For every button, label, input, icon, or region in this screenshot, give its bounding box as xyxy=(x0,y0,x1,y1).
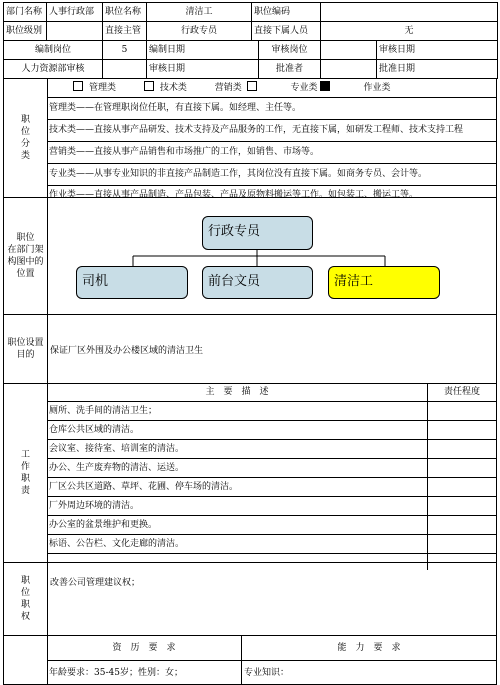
classification-options xyxy=(47,79,496,98)
duties-label: 工 作 职 责 xyxy=(4,384,48,562)
classification-label: 职 位 分 类 xyxy=(4,79,48,197)
purpose-text: 保证厂区外围及办公楼区域的清洁卫生 xyxy=(50,345,204,356)
org-chart-section xyxy=(3,197,497,315)
org-chart xyxy=(47,198,496,314)
knowledge-requirement: 专业知识： xyxy=(241,661,496,685)
approve-date-label: 批准日期 xyxy=(377,60,498,79)
requirements-label xyxy=(4,636,48,684)
duty-item xyxy=(47,497,496,516)
purpose-label: 职位设置 目的 xyxy=(4,315,48,383)
classification-desc: 作业类——直接从事产品制造、产品包装、产品及原物料搬运等工作。如包装工、搬运工等。 xyxy=(49,190,419,200)
hr-review-date-label: 审核日期 xyxy=(147,60,259,79)
duty-degree xyxy=(427,459,496,477)
duty-degree xyxy=(427,440,496,458)
superior-label: 直接主管 xyxy=(103,22,147,41)
duty-text: 仓库公共区域的清洁。 xyxy=(49,425,140,435)
subordinate-value: 无 xyxy=(321,22,498,41)
duty-text: 厕所、洗手间的清洁卫生； xyxy=(49,406,158,416)
duty-text: 厂区公共区道路、草坪、花圃、停车场的清洁。 xyxy=(49,482,239,492)
org-node-top: 行政专员 xyxy=(202,216,313,250)
duty-list xyxy=(47,402,496,570)
duties-section xyxy=(3,383,497,563)
job-description-form xyxy=(3,2,497,684)
hr-review-value xyxy=(103,60,147,79)
duty-text: 标语、公告栏、文化走廊的清洁。 xyxy=(49,539,185,549)
duty-text: 会议室、接待室、培训室的清洁。 xyxy=(49,444,185,454)
authority-section xyxy=(3,562,497,636)
hr-review-label: 人力资源部审核 xyxy=(4,60,103,79)
qualification-header: 资 历 要 求 xyxy=(47,636,241,661)
pos-name-label: 职位名称 xyxy=(103,3,147,22)
pos-name-value: 清洁工 xyxy=(147,3,252,22)
duty-degree xyxy=(427,421,496,439)
option-marketing[interactable]: 营销类 xyxy=(215,79,263,97)
classification-desc: 管理类——在管理职岗位任职，有直接下属。如经理、主任等。 xyxy=(47,98,496,120)
classification-desc: 技术类——直接从事产品研发、技术支持及产品服务的工作，无直接下属，如研发工程师、技术支持工程 xyxy=(47,120,496,142)
duty-text: 办公、生产废弃物的清洁、运送。 xyxy=(49,463,185,473)
duty-item xyxy=(47,478,496,497)
option-operation[interactable]: 作业类 xyxy=(363,83,391,93)
ability-header: 能 力 要 求 xyxy=(241,636,496,661)
approver-value xyxy=(321,60,377,79)
duty-item xyxy=(47,402,496,421)
duty-item xyxy=(47,421,496,440)
compile-date-label: 编制日期 xyxy=(147,41,259,60)
classification-desc: 专业类——从事专业知识的非直接产品制造工作，其岗位没有直接下属。如商务专员、会计等。 xyxy=(47,164,496,186)
pos-code-value xyxy=(321,3,498,22)
review-date-label: 审核日期 xyxy=(377,41,498,60)
quota-value: 5 xyxy=(103,41,147,60)
quota-label: 编制岗位 xyxy=(4,41,103,60)
org-node-child: 前台文员 xyxy=(202,266,313,299)
duty-degree xyxy=(427,478,496,496)
header-table xyxy=(3,2,498,41)
dept-label: 部门名称 xyxy=(4,3,47,22)
org-node-highlighted: 清洁工 xyxy=(328,266,440,299)
classification-section xyxy=(3,78,497,198)
level-label: 职位级别 xyxy=(4,22,47,41)
header-table-2 xyxy=(3,40,498,79)
duty-degree xyxy=(427,497,496,515)
authority-text: 改善公司管理建议权； xyxy=(50,578,141,588)
checkbox-icon[interactable] xyxy=(144,81,154,91)
checkbox-icon[interactable] xyxy=(73,81,83,91)
age-requirement: 年龄要求：35-45岁；性别：女； xyxy=(49,668,183,678)
classification-desc: 营销类——直接从事产品销售和市场推广的工作，如销售、市场等。 xyxy=(47,142,496,164)
duties-header xyxy=(47,384,496,402)
approver-label: 批准者 xyxy=(259,60,321,79)
subordinate-label: 直接下属人员 xyxy=(252,22,321,41)
org-chart-label: 职位 在部门架 构图中的 位置 xyxy=(4,198,48,314)
superior-value: 行政专员 xyxy=(147,22,252,41)
option-technical[interactable]: 技术类 xyxy=(144,79,187,97)
duty-item xyxy=(47,440,496,459)
option-professional[interactable]: 专业类 xyxy=(291,79,336,97)
review-post-label: 审核岗位 xyxy=(259,41,321,60)
duty-item xyxy=(47,535,496,554)
checked-checkbox-icon[interactable] xyxy=(320,81,330,91)
duty-degree xyxy=(427,516,496,534)
option-management[interactable]: 管理类 xyxy=(73,79,116,97)
duties-header-degree: 责任程度 xyxy=(427,384,496,401)
requirements-section xyxy=(3,635,497,685)
purpose-section xyxy=(3,314,497,384)
duties-header-main: 主 要 描 述 xyxy=(205,387,269,397)
dept-value: 人事行政部 xyxy=(47,3,103,22)
level-value xyxy=(47,22,103,41)
pos-code-label: 职位编码 xyxy=(252,3,321,22)
checkbox-icon[interactable] xyxy=(247,81,257,91)
org-node-child: 司机 xyxy=(76,266,188,299)
duty-item xyxy=(47,516,496,535)
review-post-value xyxy=(321,41,377,60)
duty-item xyxy=(47,459,496,478)
authority-label: 职 位 职 权 xyxy=(4,563,48,635)
duty-degree xyxy=(427,402,496,420)
duty-degree xyxy=(427,535,496,553)
duty-text: 厂外周边环境的清洁。 xyxy=(49,501,140,511)
duty-text: 办公室的盆景维护和更换。 xyxy=(49,520,158,530)
